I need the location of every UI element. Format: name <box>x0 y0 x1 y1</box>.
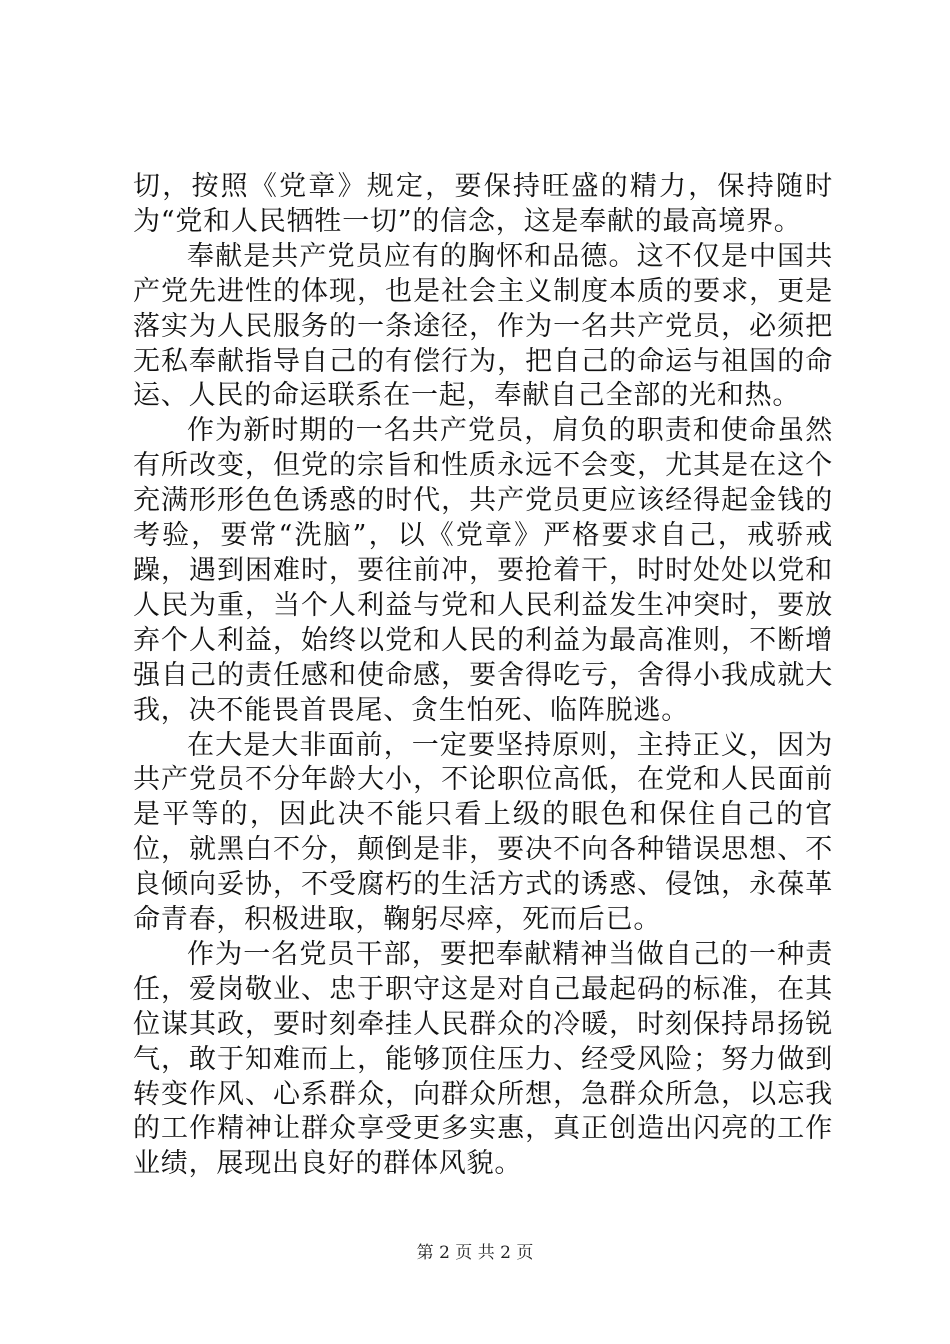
paragraph: 奉献是共产党员应有的胸怀和品德。这不仅是中国共产党先进性的体现，也是社会主义制度本质的要求，更是落实为人民服务的一条途径，作为一名共产党员，必须把无私奉献指导自己的有偿行为，把自己的命运与祖国的命运、人民的命运联系在一起，奉献自己全部的光和热。 <box>133 240 833 412</box>
page-number-label: 第 2 页 共 2 页 <box>416 1243 534 1263</box>
paragraph: 作为一名党员干部，要把奉献精神当做自己的一种责任，爱岗敬业、忠于职守这是对自己最起码的标准，在其位谋其政，要时刻牵挂人民群众的冷暖，时刻保持昂扬锐气，敢于知难而上，能够顶住压力、经受风险；努力做到转变作风、心系群众，向群众所想，急群众所急，以忘我的工作精神让群众享受更多实惠，真正创造出闪亮的工作业绩，展现出良好的群体风貌。 <box>133 938 833 1180</box>
paragraph-continued: 切，按照《党章》规定，要保持旺盛的精力，保持随时为“党和人民牺牲一切”的信念，这是奉献的最高境界。 <box>133 171 833 237</box>
paragraph: 作为新时期的一名共产党员，肩负的职责和使命虽然有所改变，但党的宗旨和性质永远不会变，尤其是在这个充满形形色色诱惑的时代，共产党员更应该经得起金钱的考验，要常“洗脑”，以《党章》严格要求自己，戒骄戒躁，遇到困难时，要往前冲，要抢着干，时时处处以党和人民为重，当个人利益与党和人民利益发生冲突时，要放弃个人利益，始终以党和人民的利益为最高准则，不断增强自己的责任感和使命感，要舍得吃亏，舍得小我成就大我，决不能畏首畏尾、贪生怕死、临阵脱逃。 <box>133 415 833 726</box>
page-footer <box>0 1242 950 1264</box>
paragraph: 在大是大非面前，一定要坚持原则，主持正义，因为共产党员不分年龄大小，不论职位高低，在党和人民面前是平等的，因此决不能只看上级的眼色和保住自己的官位，就黑白不分，颠倒是非，要决不向各种错误思想、不良倾向妥协，不受腐朽的生活方式的诱惑、侵蚀，永葆革命青春，积极进取，鞠躬尽瘁，死而后已。 <box>133 729 833 936</box>
document-body <box>133 170 833 1182</box>
